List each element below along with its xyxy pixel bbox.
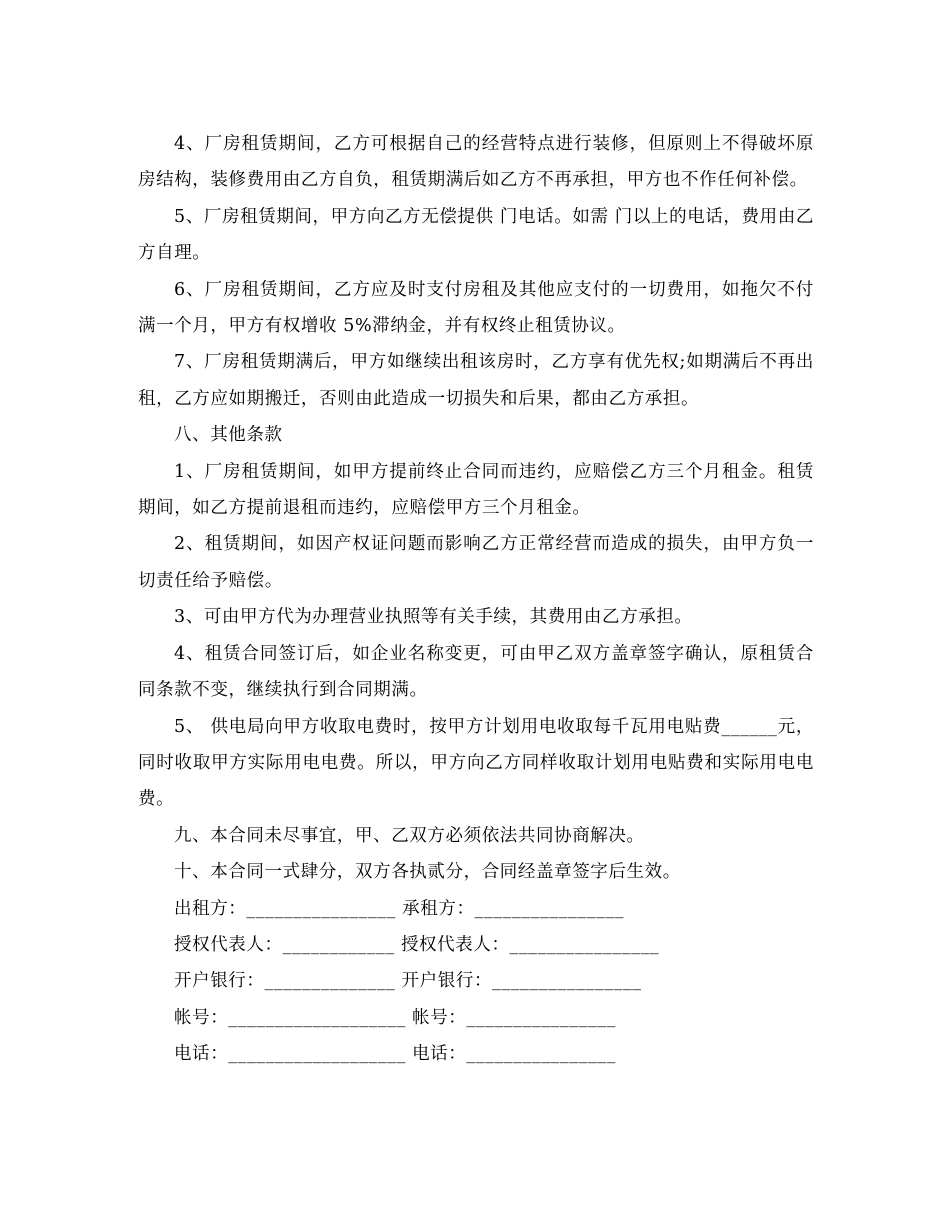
signature-account: 帐号：___________________ 帐号：________________: [174, 1007, 617, 1028]
clause-6-payment: 6、厂房租赁期间，乙方应及时支付房租及其他应支付的一切费用，如拖欠不付满一个月，甲方有权增收 5%滞纳金，并有权终止租赁协议。: [138, 279, 814, 337]
other-clause-2-property-rights: 2、租赁期间，如因产权证问题而影响乙方正常经营而造成的损失，由甲方负一切责任给予赔偿。: [138, 534, 814, 591]
signature-bank: 开户银行：______________ 开户银行：________________: [174, 971, 642, 992]
clause-5-telephone: 5、厂房租赁期间，甲方向乙方无偿提供 门电话。如需 门以上的电话，费用由乙方自理。: [138, 206, 814, 264]
clause-4-renovation: 4、厂房租赁期间，乙方可根据自己的经营特点进行装修，但原则上不得破坏原房结构，装修费用由乙方自负，租赁期满后如乙方不再承担，甲方也不作任何补偿。: [138, 134, 814, 191]
section-ten-copies: 十、本合同一式肆分，双方各执贰分，合同经盖章签字后生效。: [174, 862, 681, 883]
section-heading-other-terms: 八、其他条款: [174, 425, 283, 446]
contract-body: [138, 126, 814, 1073]
other-clause-1-breach: 1、厂房租赁期间，如甲方提前终止合同而违约，应赔偿乙方三个月租金。租赁期间，如乙方提前退租而违约，应赔偿甲方三个月租金。: [138, 461, 814, 519]
clause-7-renewal: 7、厂房租赁期满后，甲方如继续出租该房时，乙方享有优先权;如期满后不再出租，乙方应如期搬迁，否则由此造成一切损失和后果，都由乙方承担。: [138, 352, 814, 409]
other-clause-5-electricity: 5、 供电局向甲方收取电费时，按甲方计划用电收取每千瓦用电贴费______元，同时收取甲方实际用电电费。所以，甲方向乙方同样收取计划用电贴费和实际用电电费。: [138, 716, 814, 810]
section-nine-unresolved-matters: 九、本合同未尽事宜，甲、乙双方必须依法共同协商解决。: [174, 825, 645, 846]
signature-phone: 电话：___________________ 电话：________________: [174, 1044, 617, 1065]
signature-authorized-rep: 授权代表人：____________ 授权代表人：________________: [174, 934, 660, 955]
other-clause-3-license: 3、可由甲方代为办理营业执照等有关手续，其费用由乙方承担。: [174, 607, 693, 628]
other-clause-4-name-change: 4、租赁合同签订后，如企业名称变更，可由甲乙双方盖章签字确认，原租赁合同条款不变，继续执行到合同期满。: [138, 643, 814, 701]
signature-lessor-lessee: 出租方：________________ 承租方：________________: [174, 898, 625, 919]
